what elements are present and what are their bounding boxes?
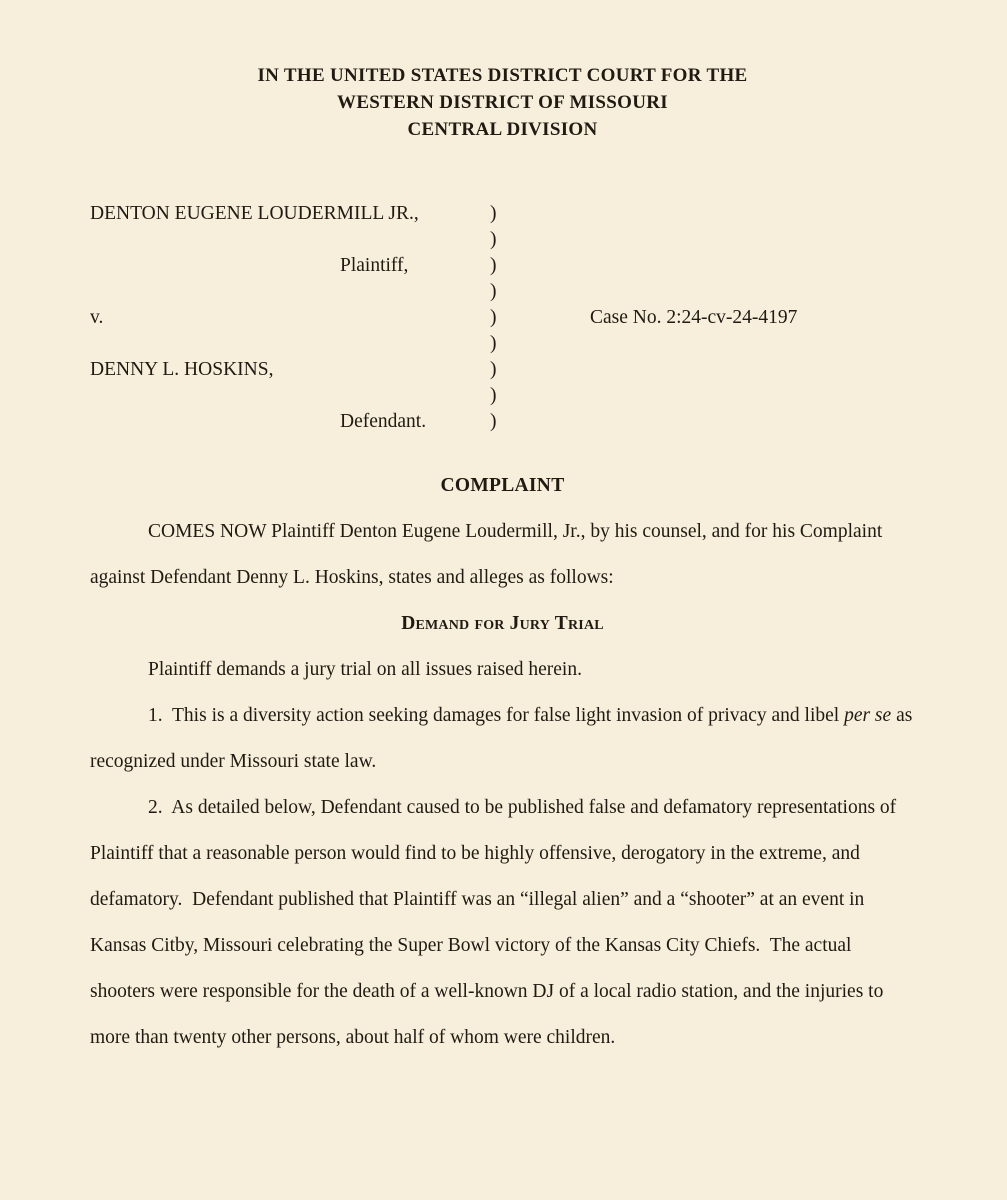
plaintiff-name: DENTON EUGENE LOUDERMILL JR., xyxy=(90,203,419,224)
caption-row xyxy=(90,411,915,437)
court-header-line3: CENTRAL DIVISION xyxy=(407,119,598,140)
paragraph-1-text-end: as recognized under Missouri state law. xyxy=(90,705,918,772)
case-number: Case No. 2:24-cv-24-4197 xyxy=(590,307,798,328)
caption-paren: ) xyxy=(490,411,497,432)
intro-paragraph: COMES NOW Plaintiff Denton Eugene Loudermill, Jr., by his counsel, and for his Complaint against Defendant Denny L. Hoskins, states and alleges as follows: xyxy=(90,521,888,588)
caption-paren: ) xyxy=(490,385,497,406)
court-header-line1: IN THE UNITED STATES DISTRICT COURT FOR THE xyxy=(257,65,748,86)
caption-paren: ) xyxy=(490,203,497,224)
court-header xyxy=(90,62,915,143)
jury-demand-text: Plaintiff demands a jury trial on all issues raised herein. xyxy=(148,659,582,680)
caption-row xyxy=(90,385,915,411)
case-caption xyxy=(90,203,915,437)
plaintiff-role: Plaintiff, xyxy=(340,255,409,276)
paragraph-1-italic: per se xyxy=(844,705,892,726)
jury-demand-heading: Demand for Jury Trial xyxy=(401,613,604,634)
defendant-name: DENNY L. HOSKINS, xyxy=(90,359,274,380)
caption-paren: ) xyxy=(490,307,497,328)
caption-paren: ) xyxy=(490,359,497,380)
complaint-title: COMPLAINT xyxy=(440,475,565,496)
caption-row xyxy=(90,203,915,229)
caption-paren: ) xyxy=(490,281,497,302)
versus-label: v. xyxy=(90,307,104,328)
defendant-role: Defendant. xyxy=(340,411,427,432)
caption-paren: ) xyxy=(490,255,497,276)
caption-row xyxy=(90,359,915,385)
court-header-line2: WESTERN DISTRICT OF MISSOURI xyxy=(337,92,668,113)
numbered-paragraph-2: 2. As detailed below, Defendant caused to be published false and defamatory representations of Plaintiff that a reasonable person would find to be highly offensive, derogatory in the extreme, and defamatory. Defendant published that Plaintiff was an “illegal alien” and a “shooter” at an event in Kansas Citby, Missouri celebrating the Super Bowl victory of the Kansas City Chiefs. The actual shooters were responsible for the death of a well-known DJ of a local radio station, and the injuries to more than twenty other persons, about half of whom were children. xyxy=(90,797,902,1048)
caption-row xyxy=(90,307,915,333)
caption-paren: ) xyxy=(490,229,497,250)
document-body xyxy=(90,463,918,1061)
caption-row xyxy=(90,229,915,255)
caption-paren: ) xyxy=(490,333,497,354)
caption-row xyxy=(90,255,915,281)
paragraph-1-text: 1. This is a diversity action seeking damages for false light invasion of privacy and libel xyxy=(148,705,845,726)
caption-row xyxy=(90,281,915,307)
numbered-paragraph-1 xyxy=(90,693,918,785)
caption-row xyxy=(90,333,915,359)
